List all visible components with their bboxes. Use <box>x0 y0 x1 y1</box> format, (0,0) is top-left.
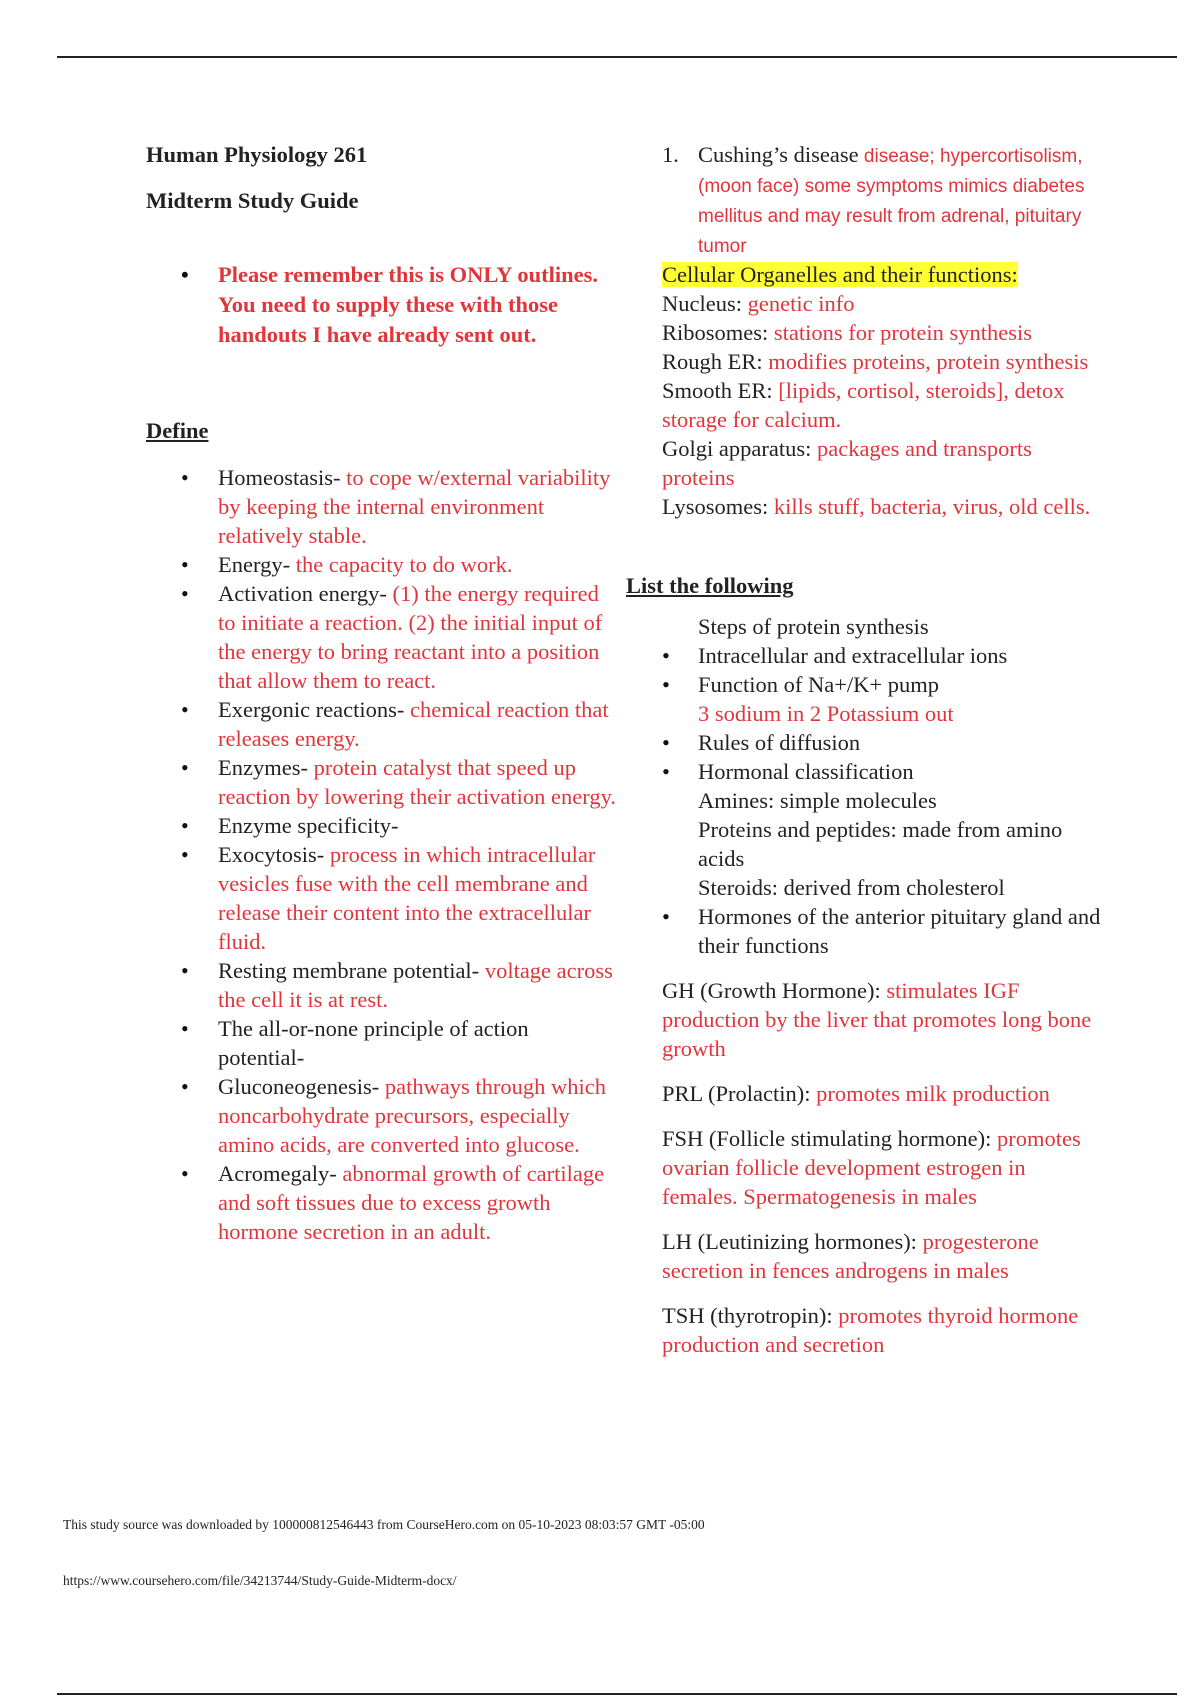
list-item: Steroids: derived from cholesterol <box>698 875 1005 900</box>
organelle-item <box>662 434 1102 492</box>
list-item: • Intracellular and extracellular ions <box>662 641 1102 670</box>
define-item <box>146 579 616 695</box>
define-item <box>146 840 616 956</box>
organelle-function: [lipids, cortisol, steroids], detox storage for calcium. <box>662 378 1065 432</box>
left-column <box>146 140 616 1246</box>
list-item: • Rules of diffusion <box>662 728 1102 757</box>
define-list <box>146 463 616 1246</box>
define-item <box>146 956 616 1014</box>
define-term: The all-or-none principle of action potential- <box>218 1016 529 1070</box>
define-definition: chemical reaction that releases energy. <box>218 697 609 751</box>
organelles-section <box>662 260 1102 521</box>
hormone-item <box>662 976 1102 1063</box>
hormones-section <box>662 976 1102 1359</box>
hormone-item <box>662 1301 1102 1359</box>
list-item: • Function of Na+/K+ pump <box>662 670 1102 699</box>
organelle-item <box>662 376 1102 434</box>
define-item <box>146 695 616 753</box>
organelle-name: Nucleus: <box>662 291 742 316</box>
define-item <box>146 550 616 579</box>
hormone-name: PRL (Prolactin): <box>662 1081 811 1106</box>
define-term: Exocytosis- <box>218 842 325 867</box>
organelle-item <box>662 289 1102 318</box>
hormone-function: promotes milk production <box>810 1081 1050 1106</box>
organelles-heading: Cellular Organelles and their functions: <box>662 262 1018 287</box>
organelle-item <box>662 318 1102 347</box>
define-definition: to cope w/external variability by keeping the internal environment relatively stable. <box>218 465 611 548</box>
list-item: • Hormonal classification <box>662 757 1102 786</box>
define-definition: the capacity to do work. <box>290 552 513 577</box>
define-heading: Define <box>146 418 209 443</box>
define-item <box>146 463 616 550</box>
organelle-function: genetic info <box>741 291 855 316</box>
right-column <box>626 140 1102 1375</box>
note-list <box>146 260 616 350</box>
top-rule <box>57 56 1177 58</box>
organelle-name: Lysosomes: <box>662 494 769 519</box>
define-item <box>146 1159 616 1246</box>
hormone-name: GH (Growth Hormone): <box>662 978 881 1003</box>
organelle-name: Golgi apparatus: <box>662 436 812 461</box>
define-term: Energy- <box>218 552 291 577</box>
list-item: • Hormones of the anterior pituitary gland and their functions <box>662 902 1102 960</box>
hormone-function: stimulates IGF production by the liver that promotes long bone growth <box>662 978 1092 1061</box>
define-definition: abnormal growth of cartilage and soft tissues due to excess growth hormone secretion in an adult. <box>218 1161 605 1244</box>
hormone-function: promotes ovarian follicle development estrogen in females. Spermatogenesis in males <box>662 1126 1081 1209</box>
organelle-name: Rough ER: <box>662 349 763 374</box>
list-item: Steps of protein synthesis <box>698 614 929 639</box>
define-term: Activation energy- <box>218 581 387 606</box>
define-term: Gluconeogenesis- <box>218 1074 380 1099</box>
define-definition: protein catalyst that speed up reaction by lowering their activation energy. <box>218 755 616 809</box>
cushing-definition: disease; hypercortisolism, (moon face) some symptoms mimics diabetes mellitus and may result from adrenal, pituitary tumor <box>698 146 1085 257</box>
define-term: Homeostasis- <box>218 465 341 490</box>
define-term: Resting membrane potential- <box>218 958 480 983</box>
organelle-function: packages and transports proteins <box>662 436 1032 490</box>
define-item <box>146 753 616 811</box>
numbered-list <box>662 140 1102 260</box>
organelle-function: stations for protein synthesis <box>768 320 1032 345</box>
hormone-function: progesterone secretion in fences androgens in males <box>662 1229 1039 1283</box>
list-item: Proteins and peptides: made from amino acids <box>698 817 1063 871</box>
hormone-item <box>662 1227 1102 1285</box>
define-definition: process in which intracellular vesicles fuse with the cell membrane and release their content into the extracellular fluid. <box>218 842 596 954</box>
define-term: Exergonic reactions- <box>218 697 405 722</box>
define-definition: (1) the energy required to initiate a reaction. (2) the initial input of the energy to bring reactant into a position that allow them to react. <box>218 581 603 693</box>
hormone-function: promotes thyroid hormone production and secretion <box>662 1303 1079 1357</box>
cushing-item <box>662 140 1102 260</box>
hormone-name: LH (Leutinizing hormones): <box>662 1229 917 1254</box>
list-heading: List the following <box>626 573 794 598</box>
list-item-note: 3 sodium in 2 Potassium out <box>698 701 954 726</box>
organelle-function: modifies proteins, protein synthesis <box>762 349 1089 374</box>
define-term: Enzyme specificity- <box>218 813 399 838</box>
download-notice: This study source was downloaded by 100000812546443 from CourseHero.com on 05-10-2023 08:03:57 GMT -05:00 <box>63 1517 705 1532</box>
hormone-name: TSH (thyrotropin): <box>662 1303 833 1328</box>
list-item: Amines: simple molecules <box>698 788 937 813</box>
define-term: Acromegaly- <box>218 1161 337 1186</box>
source-url[interactable]: https://www.coursehero.com/file/34213744/Study-Guide-Midterm-docx/ <box>63 1573 457 1588</box>
define-term: Enzymes- <box>218 755 308 780</box>
bottom-rule <box>57 1693 1177 1695</box>
define-item <box>146 811 616 840</box>
document-subtitle: Midterm Study Guide <box>146 188 359 213</box>
define-item <box>146 1072 616 1159</box>
instructor-note: • Please remember this is ONLY outlines. You need to supply these with those handouts I have already sent out. <box>146 260 616 350</box>
organelle-name: Ribosomes: <box>662 320 769 345</box>
hormone-name: FSH (Follicle stimulating hormone): <box>662 1126 992 1151</box>
document-title: Human Physiology 261 <box>146 142 368 167</box>
organelle-name: Smooth ER: <box>662 378 773 403</box>
hormone-item <box>662 1079 1102 1108</box>
organelle-item <box>662 492 1102 521</box>
hormone-item <box>662 1124 1102 1211</box>
define-definition: voltage across the cell it is at rest. <box>218 958 613 1012</box>
cushing-term: Cushing’s disease <box>698 142 859 167</box>
organelle-item <box>662 347 1102 376</box>
define-item <box>146 1014 616 1072</box>
define-definition: pathways through which noncarbohydrate precursors, especially amino acids, are converted into glucose. <box>218 1074 607 1157</box>
organelle-function: kills stuff, bacteria, virus, old cells. <box>768 494 1091 519</box>
list-items <box>662 612 1102 960</box>
